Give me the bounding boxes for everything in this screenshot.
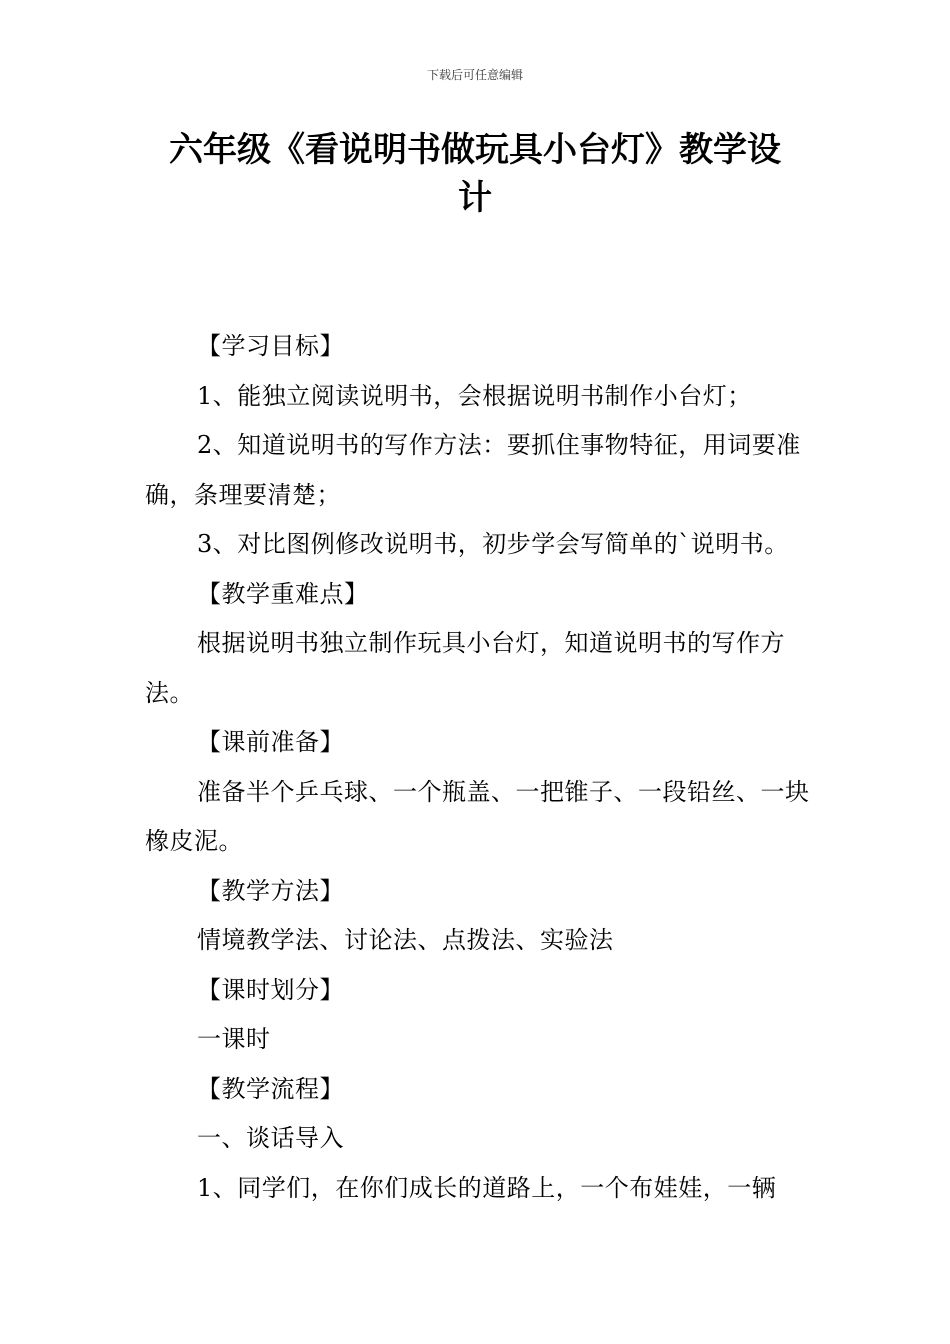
objective-1: 1、能独立阅读说明书，会根据说明书制作小台灯； bbox=[197, 381, 752, 410]
header-note: 下载后可任意编辑 bbox=[426, 68, 523, 82]
objective-3: 3、对比图例修改说明书，初步学会写简单的`说明书。 bbox=[197, 530, 789, 558]
periods-text: 一课时 bbox=[197, 1025, 271, 1053]
document-body bbox=[145, 322, 810, 1213]
document-title bbox=[0, 126, 950, 222]
methods-text: 情境教学法、讨论法、点拨法、实验法 bbox=[197, 926, 614, 954]
section-heading-periods: 【课时划分】 bbox=[197, 975, 344, 1004]
title-line-2: 计 bbox=[458, 178, 492, 218]
key-points-text: 根据说明书独立制作玩具小台灯，知道说明书的写作方法。 bbox=[145, 629, 785, 707]
section-heading-methods: 【教学方法】 bbox=[197, 876, 344, 905]
section-heading-process: 【教学流程】 bbox=[197, 1074, 344, 1103]
process-step-heading: 一、谈话导入 bbox=[197, 1124, 344, 1152]
section-heading-preparation: 【课前准备】 bbox=[197, 728, 344, 756]
section-heading-objectives: 【学习目标】 bbox=[197, 332, 344, 360]
preparation-text: 准备半个乒乓球、一个瓶盖、一把锥子、一段铅丝、一块橡皮泥。 bbox=[145, 777, 810, 855]
section-heading-key-points: 【教学重难点】 bbox=[197, 579, 369, 608]
process-step-1: 1、同学们，在你们成长的道路上，一个布娃娃，一辆 bbox=[197, 1173, 777, 1202]
title-line-1: 六年级《看说明书做玩具小台灯》教学设 bbox=[169, 130, 781, 170]
objective-2: 2、知道说明书的写作方法：要抓住事物特征，用词要准确，条理要清楚； bbox=[145, 431, 801, 509]
